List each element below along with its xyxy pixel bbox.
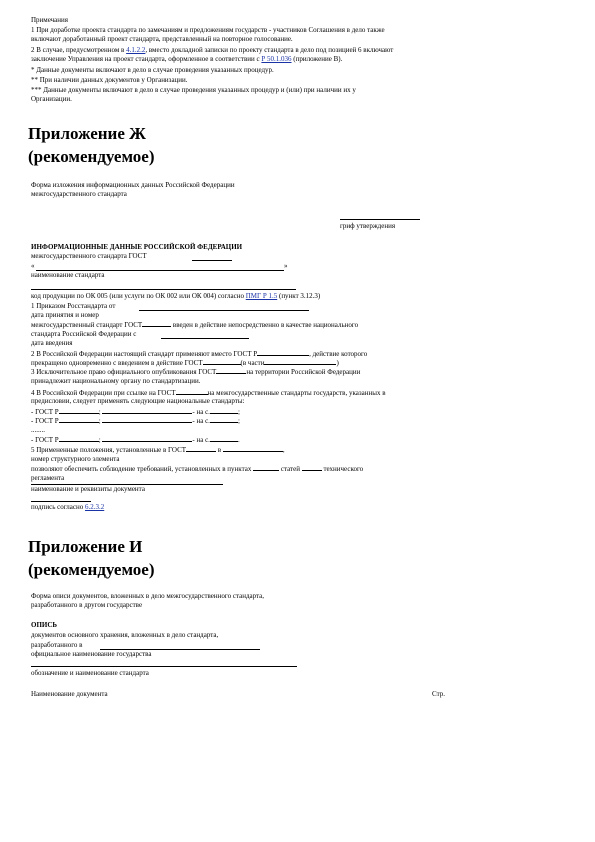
note-2-line-1: 2 В случае, предусмотренном в 4.1.2.2, вместо докладной записки по проекту стандарта в дело под позицией 6 включают (31, 46, 394, 54)
item-1-gost-line: межгосударственный стандарт ГОСТ введен в действие непосредственно в качестве национального (31, 321, 359, 329)
state-hint: официальное наименование государства (31, 650, 152, 658)
ref-row-1: - ГОСТ Р ; - на с. ; (31, 408, 240, 416)
standard-hint: обозначение и наименование стандарта (31, 669, 149, 677)
info-subtitle: межгосударственного стандарта ГОСТ (31, 252, 147, 260)
link-4-1-2-2[interactable]: 4.1.2.2 (126, 46, 146, 54)
zh-form-line-1: Форма изложения информационных данных Российской Федерации (31, 181, 235, 189)
gost-number-line (192, 260, 232, 261)
signature-blank (31, 501, 91, 502)
item-2-line-1: 2 В Российской Федерации настоящий стандарт применяют вместо ГОСТ Р , действие которого (31, 350, 368, 358)
item-2-line-2: прекращено одновременно с введением в действие ГОСТ (в части ) (31, 359, 339, 367)
link-pmg-r-1-5[interactable]: ПМГ Р 1.5 (245, 292, 278, 300)
column-page: Стр. (432, 690, 445, 698)
note-star-3-line-1: *** Данные документы включают в дело в случае проведения указанных процедур и (или) при наличии их у (31, 86, 356, 94)
item-5-line-1: 5 Примененные положения, установленные в ГОСТ в , (31, 446, 285, 454)
signature-line: подпись согласно 6.2.3.2 (31, 503, 105, 511)
inventory-line-1: документов основного хранения, вложенных в дело стандарта, (31, 631, 219, 639)
ref-dots: ........ (31, 426, 45, 434)
quote-open: « (31, 262, 35, 270)
appendix-zh-title: Приложение Ж (28, 124, 146, 143)
item-5-line-2: позволяют обеспечить соблюдение требований, установленных в пунктах статей технического (31, 465, 364, 473)
intro-date-hint: дата введения (31, 339, 73, 347)
note-star-1: * Данные документы включают в дело в случае проведения указанных процедур. (31, 66, 274, 74)
appendix-i-title: Приложение И (28, 537, 143, 556)
item-3-line-2: принадлежит национальному органу по стандартизации. (31, 377, 201, 385)
appendix-zh-subtitle: (рекомендуемое) (28, 147, 155, 166)
intro-date-blank (161, 338, 249, 339)
item-3-line-1: 3 Исключительное право официального опубликования ГОСТ на территории Российской Федерации (31, 368, 361, 376)
approval-line (340, 219, 420, 220)
item-4-line-2: предисловии, следует применять следующие национальные стандарты: (31, 397, 245, 405)
link-r-50-1-036[interactable]: Р 50.1.036 (261, 55, 292, 63)
note-star-2: ** При наличии данных документов у Организации. (31, 76, 188, 84)
item-1-line: 1 Приказом Росстандарта от (31, 302, 116, 310)
approval-label: гриф утверждения (340, 222, 396, 230)
blank-line-1 (31, 289, 296, 290)
link-6-2-3-2[interactable]: 6.2.3.2 (84, 503, 105, 511)
i-form-line-1: Форма описи документов, вложенных в дело межгосударственного стандарта, (31, 592, 265, 600)
item-1-standard-line: стандарта Российской Федерации с (31, 330, 137, 338)
ref-row-2: - ГОСТ Р ; - на с. ; (31, 417, 240, 425)
item-1-blank (139, 310, 309, 311)
standard-blank (31, 666, 297, 667)
regulation-hint: наименование и реквизиты документа (31, 485, 145, 493)
inventory-title: ОПИСЬ (31, 621, 58, 629)
item-5-hint: номер структурного элемента (31, 455, 120, 463)
item-1-hint: дата принятия и номер (31, 311, 99, 319)
item-4-line-1: 4 В Российской Федерации при ссылке на ГОСТ на межгосударственные стандарты государств, указанных в (31, 389, 386, 397)
inventory-line-2: разработанного в (31, 641, 83, 649)
note-star-3-line-2: Организации. (31, 95, 72, 103)
zh-form-line-2: межгосударственного стандарта (31, 190, 127, 198)
quote-close: » (284, 262, 288, 270)
note-1-line-2: включают доработанный проект стандарта, представленный на повторное голосование. (31, 35, 293, 43)
column-document-name: Наименование документа (31, 690, 108, 698)
code-line: код продукции по ОК 005 (или услуги по ОК 002 или ОК 004) согласно ПМГ Р 1.5 (пункт 3.12.3) (31, 292, 321, 300)
item-5-line-3: регламента (31, 474, 65, 482)
ref-row-3: - ГОСТ Р ; - на с. . (31, 436, 240, 444)
info-title: ИНФОРМАЦИОННЫЕ ДАННЫЕ РОССИЙСКОЙ ФЕДЕРАЦИИ (31, 243, 243, 251)
appendix-i-subtitle: (рекомендуемое) (28, 560, 155, 579)
standard-name-hint: наименование стандарта (31, 271, 105, 279)
i-form-line-2: разработанного в другом государстве (31, 601, 143, 609)
notes-heading: Примечания (31, 16, 69, 24)
note-2-line-2: заключение Управления на проект стандарта, оформленное в соответствии с Р 50.1.036 (приложение В). (31, 55, 343, 63)
note-1-line-1: 1 При доработке проекта стандарта по замечаниям и предложениям государств - участников Соглашения в дело также (31, 26, 385, 34)
